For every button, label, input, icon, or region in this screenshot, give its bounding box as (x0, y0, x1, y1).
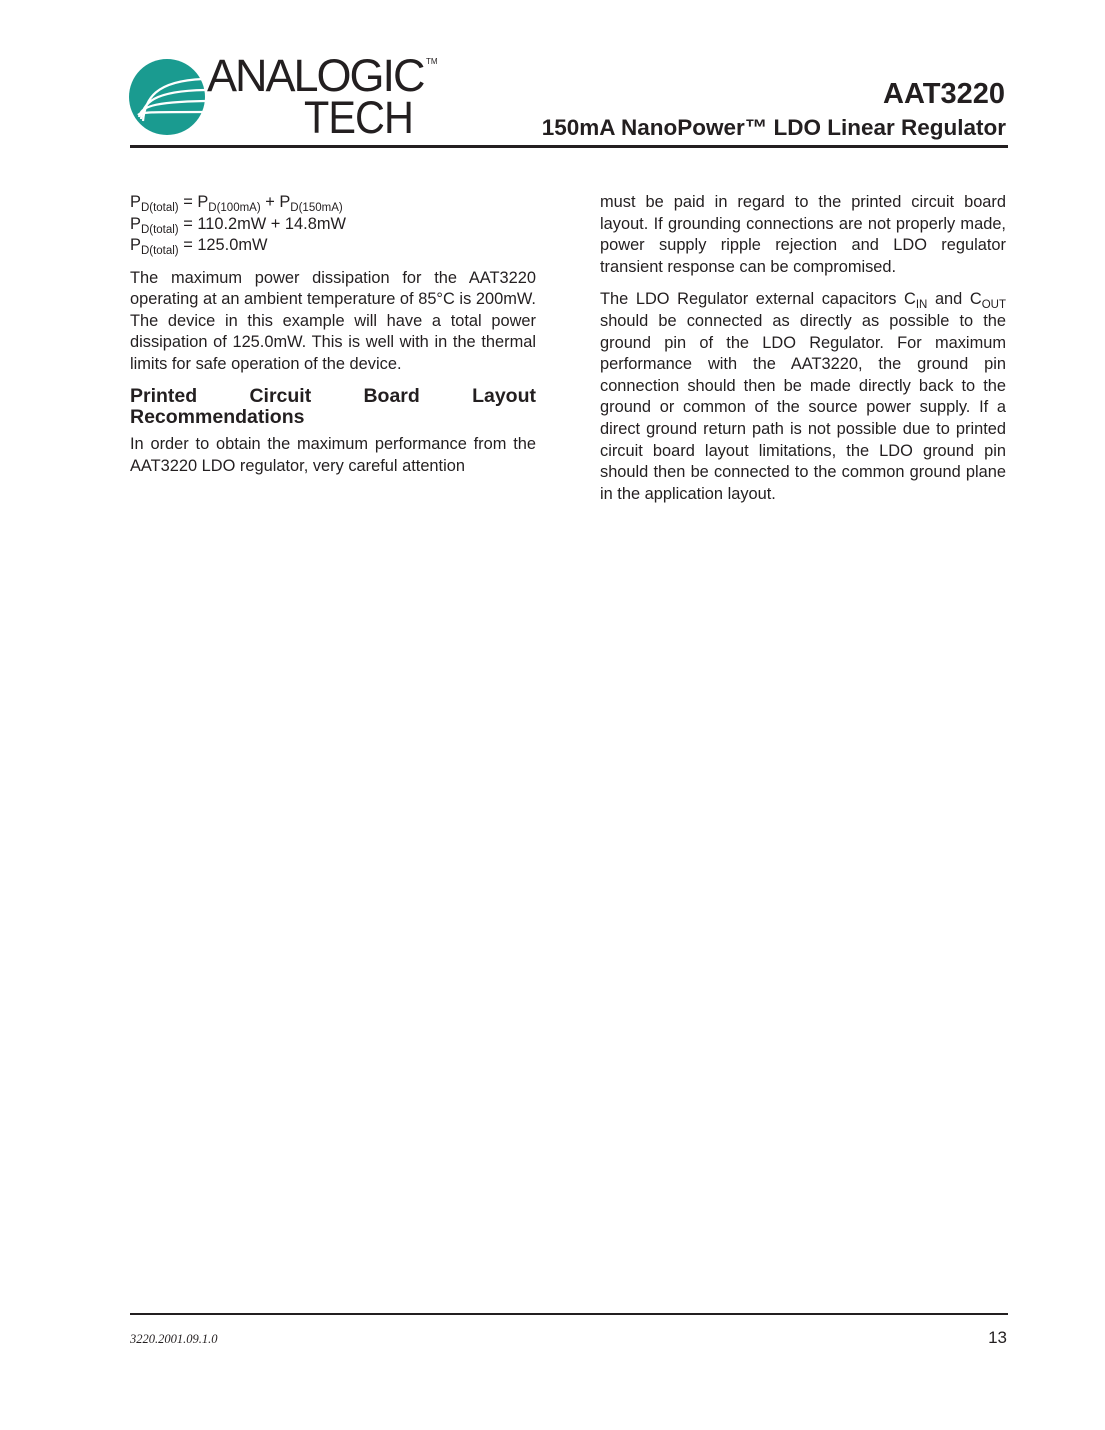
equation-3 (130, 235, 536, 257)
logo-swoosh-icon (129, 59, 205, 135)
right-column (600, 192, 1006, 516)
eq-rhs: = 125.0mW (178, 236, 268, 254)
footer-divider (130, 1313, 1008, 1315)
document-subtitle: 150mA NanoPower™ LDO Linear Regulator (541, 115, 1006, 140)
text-run: should be connected as directly as possible to the ground pin of the LDO Regulator. For maximum performance with the AAT3220, the ground pin connection should then be made directly back to the ground or common of the source power supply. If a direct ground return path is not possible due to printed circuit board layout limitations, the LDO ground pin should then be connected to the common ground plane in the application layout. (600, 311, 1006, 503)
eq-term: P (130, 214, 141, 233)
paragraph-capacitors (600, 289, 1006, 505)
eq-rhs: = 110.2mW + 14.8mW (178, 214, 346, 233)
text-run: The LDO Regulator external capacitors C (600, 290, 916, 309)
part-number-title: AAT3220 (883, 78, 1005, 110)
logo-text-tech: TECH (304, 92, 414, 143)
subscript-in: IN (915, 299, 928, 312)
paragraph-pcb-intro: In order to obtain the maximum performance from the AAT3220 LDO regulator, very careful attention (130, 435, 536, 476)
eq-operator: + (260, 193, 280, 211)
eq-subscript: D(150mA) (290, 202, 343, 214)
eq-subscript: D(total) (140, 245, 179, 257)
company-logo (129, 50, 439, 143)
text-run: and C (927, 290, 982, 309)
equation-1 (130, 192, 536, 214)
document-id: 3220.2001.09.1.0 (130, 1332, 218, 1346)
header-divider (130, 145, 1008, 148)
eq-subscript: D(total) (140, 202, 179, 214)
eq-subscript: D(100mA) (208, 202, 261, 214)
left-column (130, 192, 536, 489)
eq-term: P (279, 193, 291, 211)
page-number: 13 (988, 1328, 1007, 1347)
eq-operator: = (178, 193, 198, 211)
paragraph-grounding: must be paid in regard to the printed circuit board layout. If grounding connections are not properly made, power supply ripple rejection and LDO regulator transient response can be compromised. (600, 193, 1006, 276)
paragraph-power-dissipation: The maximum power dissipation for the AAT3220 operating at an ambient temperature of 85°C is 200mW. The device in this example will have a total power dissipation of 125.0mW. This is well with in the thermal limits for safe operation of the device. (130, 268, 536, 373)
subscript-out: OUT (981, 299, 1006, 312)
eq-term: P (197, 193, 209, 211)
eq-term: P (130, 193, 141, 211)
equation-2 (130, 214, 536, 236)
eq-subscript: D(total) (140, 223, 179, 236)
logo-trademark: TM (426, 57, 438, 66)
logo-text-analogic: ANALOGIC (207, 50, 424, 101)
section-heading-pcb-layout: Printed Circuit Board Layout Recommendations (130, 385, 536, 429)
eq-term: P (130, 236, 141, 254)
